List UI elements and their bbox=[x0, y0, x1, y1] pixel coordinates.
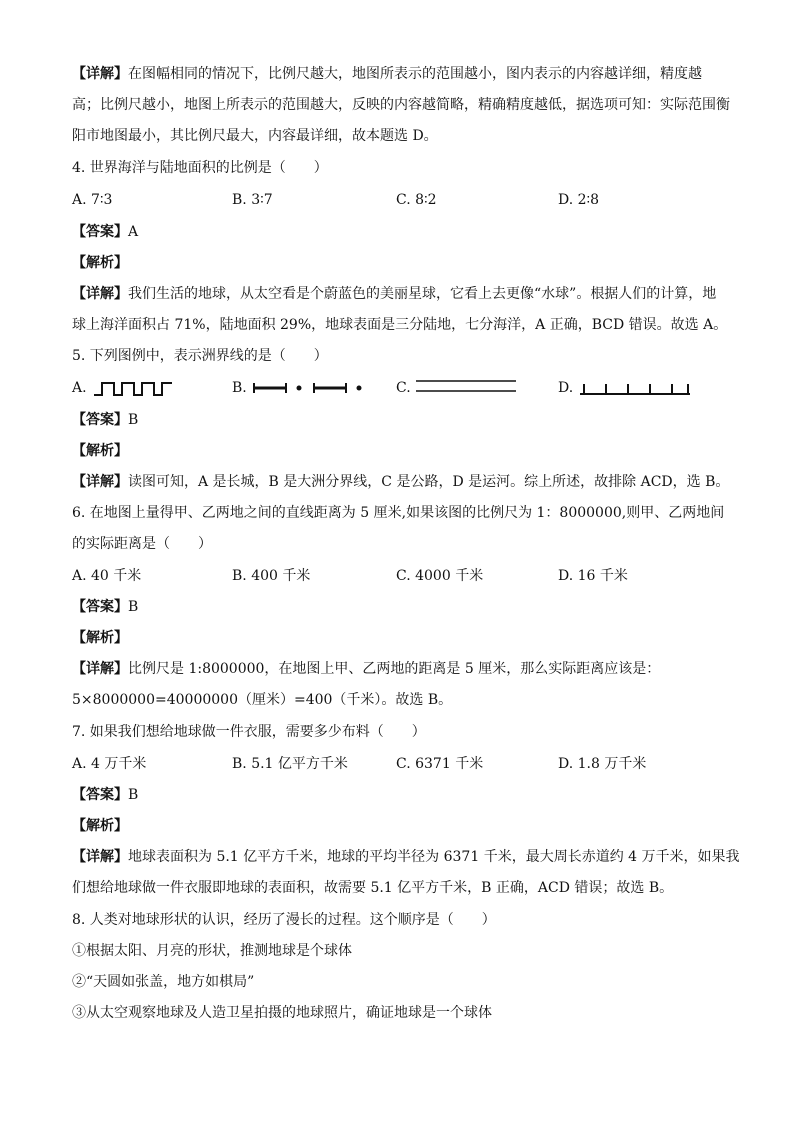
intro-detail-line-1: 【详解】在图幅相同的情况下，比例尺越大，地图所表示的范围越小，图内表示的内容越详细，精度越 bbox=[72, 66, 702, 82]
q6-detail-line-1: 【详解】比例尺是 1:8000000，在地图上甲、乙两地的距离是 5 厘米，那么实际距离应该是： bbox=[72, 661, 661, 677]
continent-boundary-symbol-icon bbox=[252, 378, 364, 398]
q6-option-a: A. 40 千米 bbox=[72, 568, 142, 584]
q7-option-b: B. 5.1 亿平方千米 bbox=[232, 756, 348, 772]
detail-tag: 【详解】 bbox=[72, 661, 128, 677]
q5-stem: 5. 下列图例中，表示洲界线的是（ ） bbox=[72, 348, 328, 364]
q7-stem: 7. 如果我们想给地球做一件衣服，需要多少布料（ ） bbox=[72, 724, 426, 740]
q5-answer: 【答案】B bbox=[72, 412, 139, 428]
q4-option-d: D. 2∶8 bbox=[558, 192, 600, 208]
q7-option-c: C. 6371 千米 bbox=[396, 756, 484, 772]
intro-detail-line-3: 阳市地图最小，其比例尺最大，内容最详细，故本题选 D。 bbox=[72, 128, 438, 144]
great-wall-symbol-icon bbox=[92, 378, 176, 398]
q8-item-2: ②“天圆如张盖，地方如棋局” bbox=[72, 974, 255, 990]
q4-option-a: A. 7∶3 bbox=[72, 192, 113, 208]
q5-option-a-label: A. bbox=[72, 380, 87, 396]
q4-stem: 4. 世界海洋与陆地面积的比例是（ ） bbox=[72, 160, 328, 176]
q7-answer: 【答案】B bbox=[72, 787, 139, 803]
detail-tag: 【详解】 bbox=[72, 474, 128, 490]
q6-option-d: D. 16 千米 bbox=[558, 568, 628, 584]
q8-stem: 8. 人类对地球形状的认识，经历了漫长的过程。这个顺序是（ ） bbox=[72, 912, 496, 928]
q6-detail-line-2: 5×8000000=40000000（厘米）=400（千米）。故选 B。 bbox=[72, 692, 453, 708]
highway-symbol-icon bbox=[414, 376, 520, 396]
answer-tag: 【答案】 bbox=[72, 787, 128, 803]
detail-tag: 【详解】 bbox=[72, 286, 128, 302]
q8-item-1: ①根据太阳、月亮的形状，推测地球是个球体 bbox=[72, 943, 352, 959]
answer-tag: 【答案】 bbox=[72, 412, 128, 428]
q4-detail-line-2: 球上海洋面积占 71%，陆地面积 29%，地球表面是三分陆地，七分海洋，A 正确，BCD 错误。故选 A。 bbox=[72, 317, 728, 333]
q6-answer: 【答案】B bbox=[72, 599, 139, 615]
answer-tag: 【答案】 bbox=[72, 599, 128, 615]
q6-option-c: C. 4000 千米 bbox=[396, 568, 484, 584]
q6-analysis-tag: 【解析】 bbox=[72, 630, 128, 646]
q7-detail-line-1: 【详解】地球表面积为 5.1 亿平方千米，地球的平均半径为 6371 千米，最大周长赤道约 4 万千米，如果我 bbox=[72, 849, 740, 865]
q6-stem-line-2: 的实际距离是（ ） bbox=[72, 536, 212, 552]
q7-option-d: D. 1.8 万千米 bbox=[558, 756, 647, 772]
q4-analysis-tag: 【解析】 bbox=[72, 255, 128, 271]
q5-detail: 【详解】读图可知，A 是长城，B 是大洲分界线，C 是公路，D 是运河。综上所述，故排除 ACD，选 B。 bbox=[72, 474, 730, 490]
q4-answer: 【答案】A bbox=[72, 224, 139, 240]
q7-detail-line-2: 们想给地球做一件衣服即地球的表面积，故需要 5.1 亿平方千米，B 正确，ACD 错误；故选 B。 bbox=[72, 880, 674, 896]
q4-detail-line-1: 【详解】我们生活的地球，从太空看是个蔚蓝色的美丽星球，它看上去更像“水球”。根据人们的计算，地 bbox=[72, 286, 717, 302]
q4-option-b: B. 3∶7 bbox=[232, 192, 273, 208]
q6-stem-line-1: 6. 在地图上量得甲、乙两地之间的直线距离为 5 厘米,如果该图的比例尺为 1：8000000,则甲、乙两地间 bbox=[72, 505, 725, 521]
q7-analysis-tag: 【解析】 bbox=[72, 818, 128, 834]
q7-option-a: A. 4 万千米 bbox=[72, 756, 147, 772]
intro-detail-line-2: 高；比例尺越小，地图上所表示的范围越大，反映的内容越简略，精确精度越低，据选项可知：实际范围衡 bbox=[72, 97, 730, 113]
q8-item-3: ③从太空观察地球及人造卫星拍摄的地球照片，确证地球是一个球体 bbox=[72, 1005, 492, 1021]
q5-option-d-label: D. bbox=[558, 380, 574, 396]
q6-option-b: B. 400 千米 bbox=[232, 568, 311, 584]
q4-option-c: C. 8∶2 bbox=[396, 192, 437, 208]
detail-tag: 【详解】 bbox=[72, 849, 128, 865]
canal-symbol-icon bbox=[578, 378, 694, 398]
detail-tag: 【详解】 bbox=[72, 66, 128, 82]
answer-tag: 【答案】 bbox=[72, 224, 128, 240]
q5-option-b-label: B. bbox=[232, 380, 247, 396]
q5-analysis-tag: 【解析】 bbox=[72, 443, 128, 459]
q5-option-c-label: C. bbox=[396, 380, 411, 396]
